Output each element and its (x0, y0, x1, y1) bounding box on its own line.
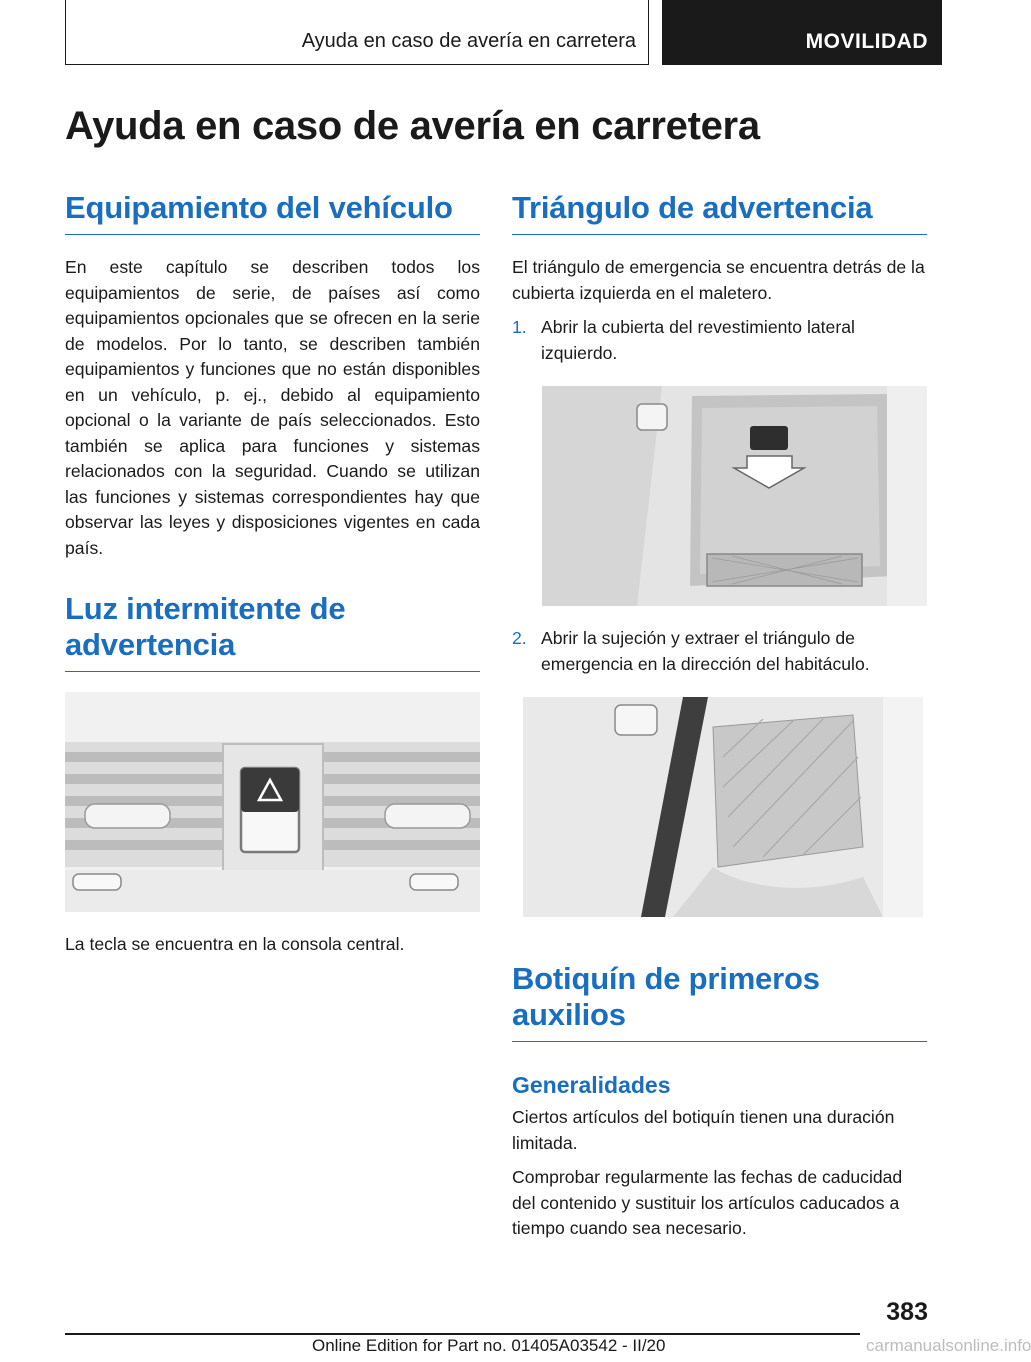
firstaid-subheading: Generalidades (512, 1072, 671, 1098)
step-text: Abrir la cubierta del revestimiento lateral izquierdo. (541, 317, 855, 363)
footer-watermark: carmanualsonline.info (866, 1336, 1031, 1355)
header-section-box (65, 0, 649, 65)
equipment-heading: Equipamiento del vehículo (65, 190, 480, 235)
header-chapter-badge (662, 0, 942, 65)
left-column (65, 190, 480, 958)
header-section-title: Ayuda en caso de avería en carretera (301, 30, 636, 52)
triangle-steps-part2 (512, 626, 927, 677)
firstaid-p1: Ciertos artículos del botiquín tienen una duración limitada. (512, 1107, 895, 1153)
step-number: 2. (512, 628, 527, 648)
firstaid-p2: Comprobar regularmente las fechas de caducidad del contenido y sustituir los artículos caducados a tiempo cuando sea necesario. (512, 1167, 903, 1238)
hazard-caption: La tecla se encuentra en la consola central. (65, 934, 405, 954)
triangle-extract-image (523, 697, 923, 917)
cover-open-image (542, 386, 927, 606)
equipment-body: En este capítulo se describen todos los equipamientos de serie, de países así como equipamientos opcionales que se ofrecen en la serie de modelos. Por lo tanto, se describen también equipamientos y funciones que no están disponibles en un vehículo, p. ej., debido al equipamiento opcional o la variante de país seleccionados. Esto también se aplica para funciones y sistemas relacionados con la seguridad. Cuando se utilizan las funciones y sistemas correspondientes hay que observar las leyes y disposiciones vigentes en cada país. (65, 257, 480, 558)
right-column (512, 190, 927, 1242)
header-chapter-label: MOVILIDAD (805, 30, 928, 53)
triangle-heading: Triángulo de advertencia (512, 190, 927, 235)
firstaid-heading: Botiquín de primeros auxilios (512, 961, 927, 1042)
step-item-1 (512, 315, 927, 366)
step-item-2 (512, 626, 927, 677)
step-number: 1. (512, 317, 527, 337)
footer-divider (65, 1333, 860, 1335)
hazard-heading: Luz intermitente de advertencia (65, 591, 480, 672)
hazard-switch-image (65, 692, 480, 912)
triangle-steps-part1 (512, 315, 927, 366)
triangle-intro: El triángulo de emergencia se encuentra detrás de la cubierta izquierda en el maletero. (512, 257, 925, 303)
step-text: Abrir la sujeción y extraer el triángulo de emergencia en la dirección del habitáculo. (541, 628, 870, 674)
page-title: Ayuda en caso de avería en carretera (65, 104, 760, 148)
page-number: 383 (886, 1298, 928, 1326)
footer-edition: Online Edition for Part no. 01405A03542 - II/20 (312, 1336, 666, 1355)
